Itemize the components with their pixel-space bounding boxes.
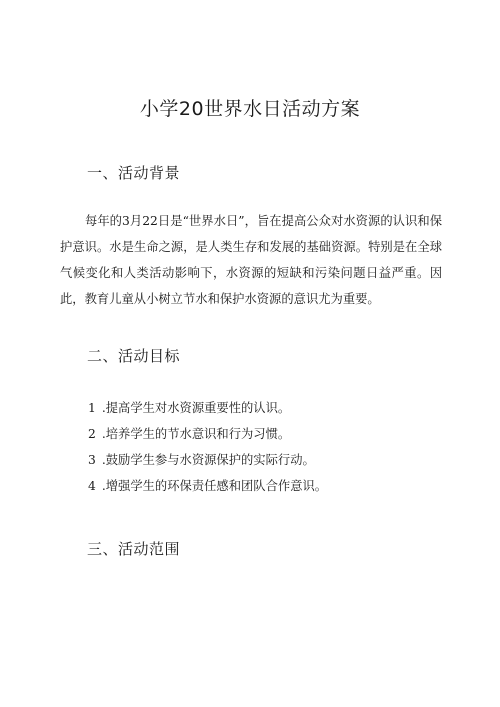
- list-item-number: 4: [88, 479, 96, 493]
- document-title: 小学20世界水日活动方案: [139, 98, 361, 120]
- list-item: [88, 395, 327, 421]
- list-item-text: .增强学生的环保责任感和团队合作意识。: [101, 479, 328, 493]
- section-heading-scope: 三、活动范围: [87, 540, 181, 558]
- list-item-text: .培养学生的节水意识和行为习惯。: [101, 427, 291, 441]
- list-item: [88, 421, 327, 447]
- section-heading-goals: 二、活动目标: [87, 347, 181, 365]
- section-heading-background: 一、活动背景: [87, 164, 181, 182]
- background-paragraph: 每年的3月22日是“世界水日”，旨在提高公众对水资源的认识和保护意识。水是生命之源，是人类生存和发展的基础资源。特别是在全球气候变化和人类活动影响下，水资源的短缺和污染问题日益严重。因此，教育儿童从小树立节水和保护水资源的意识尤为重要。: [60, 214, 442, 306]
- goal-list: [88, 395, 327, 499]
- list-item-number: 1: [88, 401, 96, 415]
- list-item-text: .鼓励学生参与水资源保护的实际行动。: [101, 453, 315, 467]
- list-item: [88, 447, 327, 473]
- list-item-number: 3: [88, 453, 96, 467]
- list-item: [88, 473, 327, 499]
- list-item-text: .提高学生对水资源重要性的认识。: [101, 401, 291, 415]
- list-item-number: 2: [88, 427, 96, 441]
